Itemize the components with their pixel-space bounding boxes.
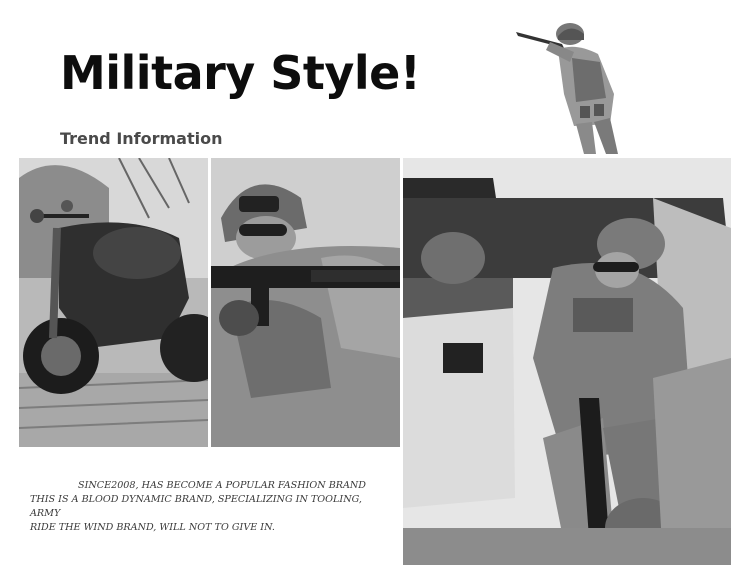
tagline-line-1: SINCE2008, HAS BECOME A POPULAR FASHION BRAND	[78, 480, 366, 491]
soldier-aiming-rifle-sketch	[514, 14, 634, 154]
soldier-with-rifle-photo	[211, 158, 400, 447]
page-title: Military Style!	[60, 46, 421, 100]
section-subtitle: Trend Information	[60, 129, 223, 148]
tagline-line-3: RIDE THE WIND BRAND, WILL NOT TO GIVE IN.	[30, 522, 275, 533]
soldiers-in-vehicle-photo	[403, 158, 731, 565]
brand-tagline	[30, 479, 380, 535]
motorcycle-photo	[19, 158, 208, 447]
tagline-line-2: THIS IS A BLOOD DYNAMIC BRAND, SPECIALIZING IN TOOLING, ARMY	[30, 494, 362, 519]
